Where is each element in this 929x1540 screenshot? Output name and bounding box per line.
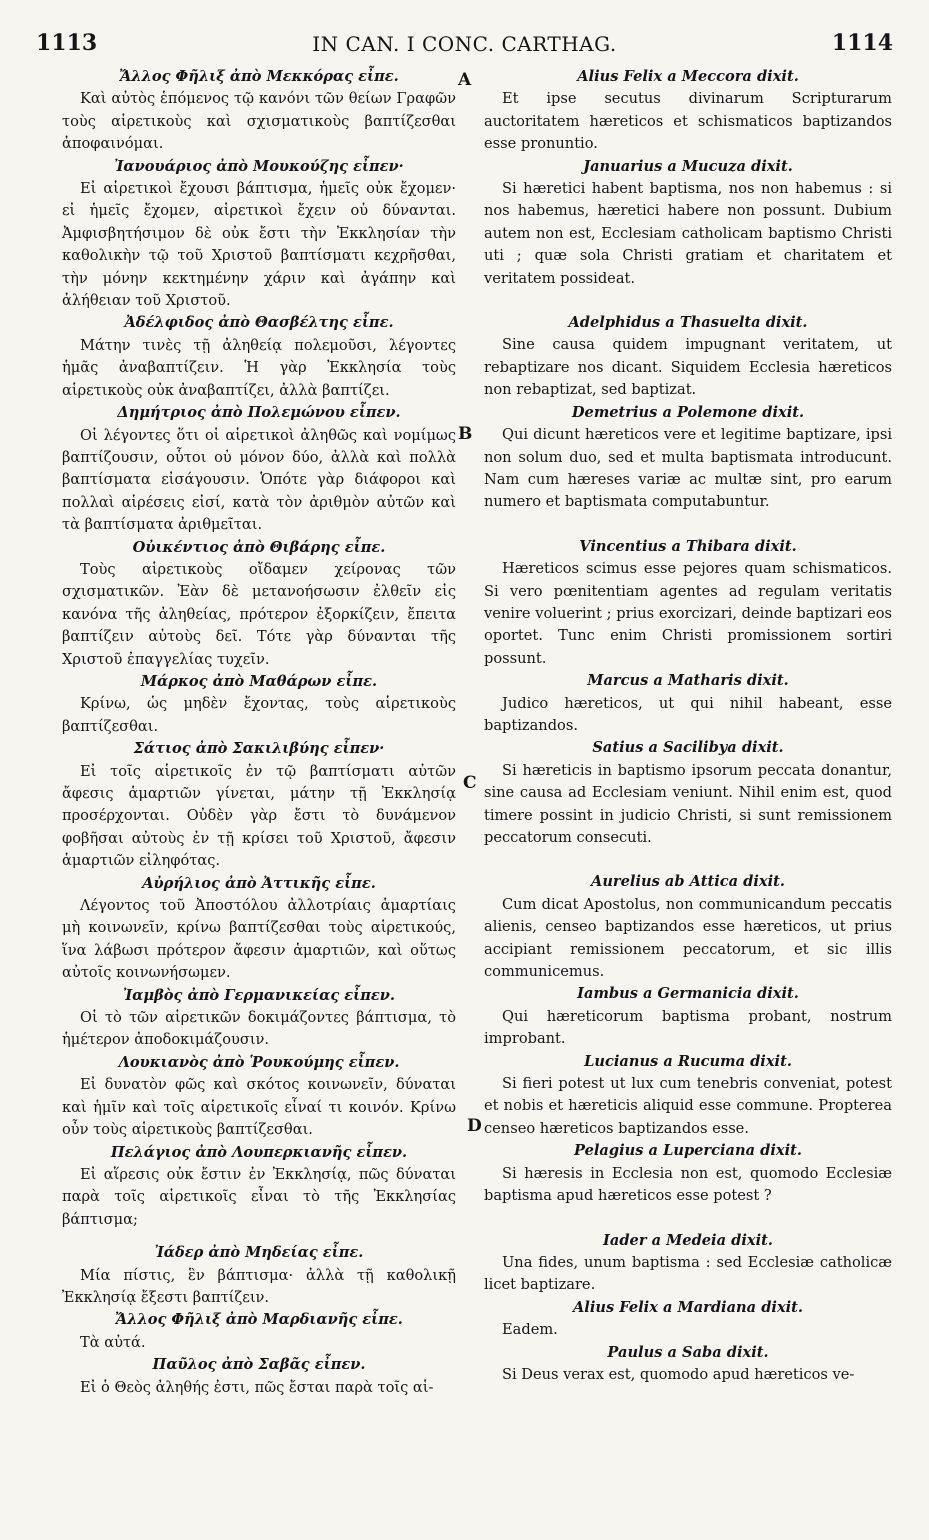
speaker-heading: Μάρκος ἀπὸ Μαθάρων εἶπε. (140, 672, 378, 690)
speech-paragraph: Τοὺς αἱρετικοὺς οἴδαμεν χείρονας τῶν σχισματικῶν. Ἐὰν δὲ μετανοήσωσιν ἐλθεῖν εἰς κανόνα τῆς ἀληθείας, πρότερον ἐξορκίζειν, ἔπειτα βαπτίζειν αὐτοὺς δεῖ. Τότε γὰρ δύνανται τῆς Χριστοῦ ἐπαγγελίας τυχεῖν. (62, 560, 456, 668)
speech-paragraph: Κρίνω, ὡς μηδὲν ἔχοντας, τοὺς αἱρετικοὺς βαπτίζεσθαι. (62, 695, 456, 735)
speaker-heading: Λουκιανὸς ἀπὸ Ῥουκούμης εἶπεν. (118, 1053, 400, 1071)
speaker-heading: Iader a Medeia dixit. (603, 1231, 773, 1249)
speech-paragraph: Si hæreticis in baptismo ipsorum peccata donantur, sine causa ad Ecclesiam veniunt. Nihil enim est, quod timere possint in judicio Christi, si sunt remissionem peccatorum consecuti. (484, 761, 892, 846)
page-number-right: 1114 (831, 30, 893, 56)
speaker-heading: Demetrius a Polemone dixit. (571, 403, 805, 421)
speech-paragraph: Una fides, unum baptisma : sed Ecclesiæ catholicæ licet baptizare. (484, 1253, 892, 1294)
speaker-heading: Adelphidus a Thasuelta dixit. (568, 314, 808, 332)
greek-column (62, 66, 456, 1399)
speaker-heading: Alius Felix a Meccora dixit. (577, 68, 799, 85)
speech-paragraph: Qui dicunt hæreticos vere et legitime baptizare, ipsi non solum duo, sed et multa baptismata introducunt. Nam cum hæreses variæ ac multæ sint, pro earum numero et baptismata computabuntur. (484, 426, 892, 511)
speaker-heading: Pelagius a Luperciana dixit. (574, 1142, 802, 1160)
speaker-heading: Ἄλλος Φῆλιξ ἀπὸ Μεκκόρας εἶπε. (119, 68, 399, 85)
speaker-heading: Πελάγιος ἀπὸ Λουπερκιανῆς εἶπεν. (110, 1143, 408, 1161)
page-header (36, 30, 893, 64)
margin-marker-b: B (458, 424, 473, 444)
speech-paragraph: Εἰ δυνατὸν φῶς καὶ σκότος κοινωνεῖν, δύναται καὶ ἡμῖν καὶ τοῖς αἱρετικοῖς εἶναί τι κοινόν. Κρίνω οὖν τοὺς αἱρετικοὺς βαπτίζεσθαι. (62, 1076, 456, 1139)
speaker-heading: Ἀδέλφιδος ἀπὸ Θασβέλτης εἶπε. (124, 314, 394, 332)
speech-paragraph: Μία πίστις, ἓν βάπτισμα· ἀλλὰ τῇ καθολικῇ Ἐκκλησίᾳ ἔξεστι βαπτίζειν. (62, 1266, 456, 1306)
speech-paragraph: Sine causa quidem impugnant veritatem, ut rebaptizare nos dicant. Siquidem Ecclesia hæreticos non rebaptizat, sed baptizat. (484, 336, 892, 399)
margin-marker-c: C (463, 773, 477, 793)
speech-paragraph: Καὶ αὐτὸς ἑπόμενος τῷ κανόνι τῶν θείων Γραφῶν τοὺς αἱρετικοὺς καὶ σχισματικοὺς βαπτίζεσθαι ἀποφαινόμαι. (62, 90, 456, 153)
speaker-heading: Δημήτριος ἀπὸ Πολεμώνου εἶπεν. (117, 404, 401, 422)
speaker-heading: Ἰάδερ ἀπὸ Μηδείας εἶπε. (154, 1244, 364, 1262)
speech-paragraph: Eadem. (502, 1321, 558, 1339)
speech-paragraph: Si hæresis in Ecclesia non est, quomodo Ecclesiæ baptisma apud hæreticos esse potest ? (484, 1164, 892, 1205)
speaker-heading: Januarius a Mucuza dixit. (583, 157, 793, 175)
speech-paragraph: Et ipse secutus divinarum Scripturarum auctoritatem hæreticos et schismaticos baptizandos esse pronuntio. (484, 90, 892, 153)
speaker-heading: Marcus a Matharis dixit. (587, 672, 789, 690)
speech-paragraph: Judico hæreticos, ut qui nihil habeant, esse baptizandos. (484, 694, 892, 734)
page-number-left: 1113 (36, 30, 98, 56)
latin-column (484, 66, 892, 1386)
speaker-heading: Iambus a Germanicia dixit. (577, 985, 799, 1003)
speech-paragraph: Si hæretici habent baptisma, nos non habemus : si nos habemus, hæretici habere non possunt. Dubium autem non est, Ecclesiam catholicam baptismo Christi uti ; quæ sola Christi gratiam et charitatem et veritatem possideat. (484, 180, 892, 287)
margin-marker-a: A (458, 70, 472, 90)
speaker-heading: Alius Felix a Mardiana dixit. (572, 1298, 804, 1316)
speaker-heading: Παῦλος ἀπὸ Σαβᾶς εἶπεν. (152, 1356, 366, 1374)
speech-paragraph: Εἰ αἵρεσις οὐκ ἔστιν ἐν Ἐκκλησίᾳ, πῶς δύναται παρὰ τοῖς αἱρετικοῖς εἶναι τὸ τῆς Ἐκκλησίας βάπτισμα; (62, 1165, 456, 1228)
speaker-heading: Ἰαμβὸς ἀπὸ Γερμανικείας εἶπεν. (122, 986, 395, 1004)
speech-paragraph: Λέγοντος τοῦ Ἀποστόλου ἀλλοτρίαις ἁμαρτίαις μὴ κοινωνεῖν, κρίνω βαπτίζεσθαι τοὺς αἱρετικούς, ἵνα λάβωσι πρότερον ἄφεσιν ἁμαρτιῶν, καὶ οὕτως αὐτοῖς κοινωνήσωμεν. (62, 897, 456, 982)
speech-paragraph: Εἰ αἱρετικοὶ ἔχουσι βάπτισμα, ἡμεῖς οὐκ ἔχομεν· εἰ ἡμεῖς ἔχομεν, αἱρετικοὶ ἔχειν οὐ δύνανται. Ἀμφισβητήσιμον δὲ οὐκ ἔστι τὴν Ἐκκλησίαν τὴν καθολικὴν τῷ τοῦ Χριστοῦ βαπτίσματι κεχρῆσθαι, τὴν μόνην κεκτημένην χάριν καὶ ἀγάπην καὶ ἀλήθειαν τοῦ Χριστοῦ. (62, 180, 456, 310)
speech-paragraph: Cum dicat Apostolus, non communicandum peccatis alienis, censeo baptizandos esse hæreticos, ut prius accipiant remissionem peccatorum, et sic illis communicemus. (484, 895, 892, 981)
speech-paragraph: Εἰ ὁ Θεὸς ἀληθής ἐστι, πῶς ἔσται παρὰ τοῖς αἱ- (80, 1378, 434, 1396)
speaker-heading: Ἰανουάριος ἀπὸ Μουκούζης εἶπεν· (114, 157, 404, 175)
speaker-heading: Aurelius ab Attica dixit. (591, 873, 785, 891)
speaker-heading: Αὐρήλιος ἀπὸ Ἀττικῆς εἶπε. (142, 874, 376, 892)
speech-paragraph: Τὰ αὐτά. (80, 1333, 146, 1351)
speech-paragraph: Μάτην τινὲς τῇ ἀληθείᾳ πολεμοῦσι, λέγοντες ἡμᾶς ἀναβαπτίζειν. Ἡ γὰρ Ἐκκλησία τοὺς αἱρετικοὺς οὐκ ἀναβαπτίζει, ἀλλὰ βαπτίζει. (62, 336, 456, 399)
speaker-heading: Satius a Sacilibya dixit. (592, 739, 784, 757)
speech-paragraph: Qui hæreticorum baptisma probant, nostrum improbant. (484, 1007, 892, 1048)
margin-marker-d: D (467, 1116, 482, 1136)
speech-paragraph: Hæreticos scimus esse pejores quam schismaticos. Si vero pœnitentiam agentes ad regulam veritatis venire voluerint ; prius exorcizari, deinde baptizari eos oportet. Tunc enim Christi promissionem sortiri possunt. (484, 560, 892, 667)
speech-paragraph: Εἰ τοῖς αἱρετικοῖς ἐν τῷ βαπτίσματι αὐτῶν ἄφεσις ἁμαρτιῶν γίνεται, μάτην τῇ Ἐκκλησίᾳ προσέρχονται. Οὐδὲν γὰρ ἔστι τὸ δυνάμενον φοβῆσαι αὐτοὺς ἐν τῇ κρίσει τοῦ Χριστοῦ, ἄφεσιν ἁμαρτιῶν εἰληφότας. (62, 762, 456, 870)
speaker-heading: Ἄλλος Φῆλιξ ἀπὸ Μαρδιανῆς εἶπε. (115, 1311, 403, 1329)
speech-paragraph: Οἱ λέγοντες ὅτι οἱ αἱρετικοὶ ἀληθῶς καὶ νομίμως βαπτίζουσιν, οὗτοι οὐ μόνον δύο, ἀλλὰ καὶ πολλὰ βαπτίσματα εἰσάγουσιν. Ὁπότε γὰρ διάφοροι καὶ πολλαὶ αἱρέσεις εἰσί, κατὰ τὸν ἀριθμὸν αὐτῶν καὶ τὰ βαπτίσματα ἀριθμεῖται. (62, 426, 456, 534)
speech-paragraph: Si Deus verax est, quomodo apud hæreticos ve- (502, 1365, 855, 1383)
speech-paragraph: Si fieri potest ut lux cum tenebris conveniat, potest et nobis et hæreticis aliquid esse commune. Propterea censeo hæreticos baptizandos esse. (484, 1075, 892, 1137)
speaker-heading: Σάτιος ἀπὸ Σακιλιβύης εἶπεν· (133, 740, 385, 758)
running-title: IN CAN. I CONC. CARTHAG. (312, 32, 617, 56)
speaker-heading: Lucianus a Rucuma dixit. (584, 1052, 792, 1070)
speaker-heading: Vincentius a Thibara dixit. (579, 537, 797, 555)
speaker-heading: Οὐικέντιος ἀπὸ Θιβάρης εἶπε. (132, 538, 386, 556)
speaker-heading: Paulus a Saba dixit. (607, 1343, 769, 1361)
speech-paragraph: Οἱ τὸ τῶν αἱρετικῶν δοκιμάζοντες βάπτισμα, τὸ ἡμέτερον ἀποδοκιμάζουσιν. (62, 1009, 456, 1049)
